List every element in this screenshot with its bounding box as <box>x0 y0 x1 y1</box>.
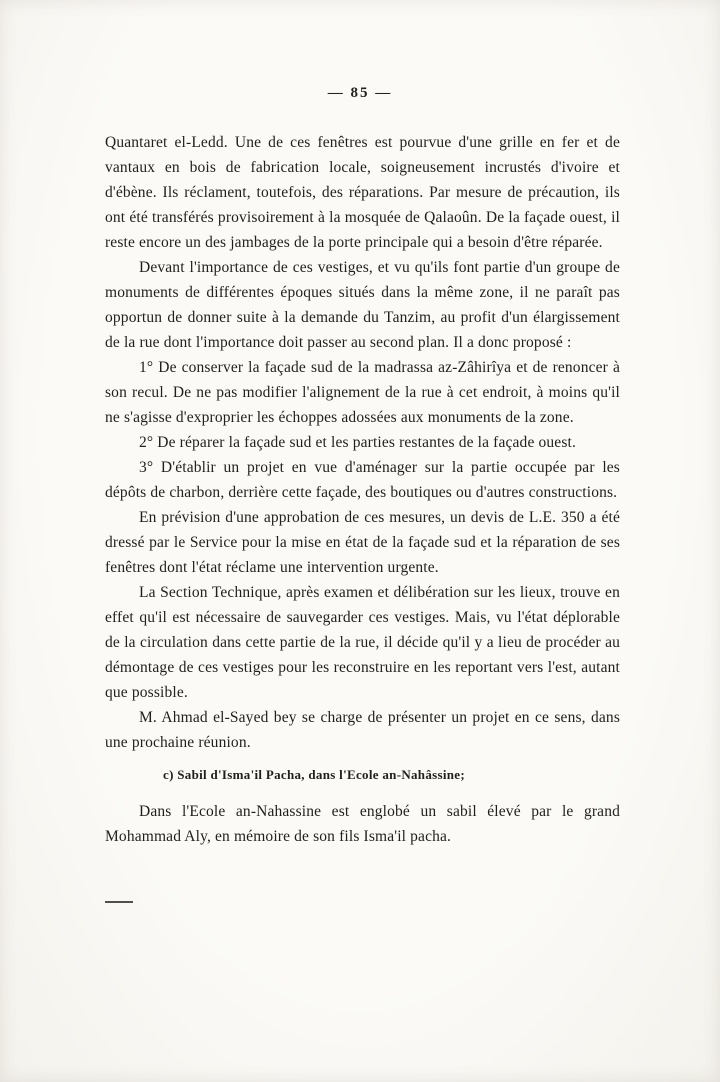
page-header <box>0 0 720 102</box>
paragraph-6: Dans l'Ecole an-Nahassine est englobé un sabil élevé par le grand Mohammad Aly, en mémoire de son fils Isma'il pacha. <box>105 803 620 845</box>
page-number: — 85 — <box>327 85 393 101</box>
page-body <box>105 130 620 849</box>
list-item-2: 2° De réparer la façade sud et les parties restantes de la façade ouest. <box>139 434 577 451</box>
list-item-3: 3° D'établir un projet en vue d'aménager sur la partie occupée par les dépôts de charbon, derrière cette façade, des boutiques ou d'autres constructions. <box>105 459 620 501</box>
list-item-1: 1° De conserver la façade sud de la madrassa az-Zâhirîya et de renoncer à son recul. De ne pas modifier l'alignement de la rue à cet endroit, à moins qu'il ne s'agisse d'exproprier les échoppes adossées aux monuments de la zone. <box>105 359 620 426</box>
paragraph-4: La Section Technique, après examen et délibération sur les lieux, trouve en effet qu'il est nécessaire de sauvegarder ces vestiges. Mais, vu l'état déplorable de la circulation dans cette partie de la rue, il décide qu'il y a lieu de procéder au démontage de ces vestiges pour les reconstruire en les reportant vers l'est, autant que possible. <box>105 584 620 701</box>
section-heading: c) Sabil d'Isma'il Pacha, dans l'Ecole an-Nahâssine; <box>163 767 465 782</box>
paragraph-3: En prévision d'une approbation de ces mesures, un devis de L.E. 350 a été dressé par le Service pour la mise en état de la façade sud et la réparation de ses fenêtres dont l'état réclame une intervention urgente. <box>105 509 620 576</box>
paragraph-2: Devant l'importance de ces vestiges, et vu qu'ils font partie d'un groupe de monuments de différentes époques situés dans la même zone, il ne paraît pas opportun de donner suite à la demande du Tanzim, au profit d'un élargissement de la rue dont l'importance doit passer au second plan. Il a donc proposé : <box>105 259 620 351</box>
scan-artifact-line <box>105 901 133 903</box>
paragraph-1: Quantaret el-Ledd. Une de ces fenêtres est pourvue d'une grille en fer et de vantaux en bois de fabrication locale, soigneusement incrustés d'ivoire et d'ébène. Ils réclament, toutefois, des réparations. Par mesure de précaution, ils ont été transférés provisoirement à la mosquée de Qalaoûn. De la façade ouest, il reste encore un des jambages de la porte principale qui a besoin d'être réparée. <box>105 134 620 251</box>
paragraph-5: M. Ahmad el-Sayed bey se charge de présenter un projet en ce sens, dans une prochaine réunion. <box>105 709 620 751</box>
